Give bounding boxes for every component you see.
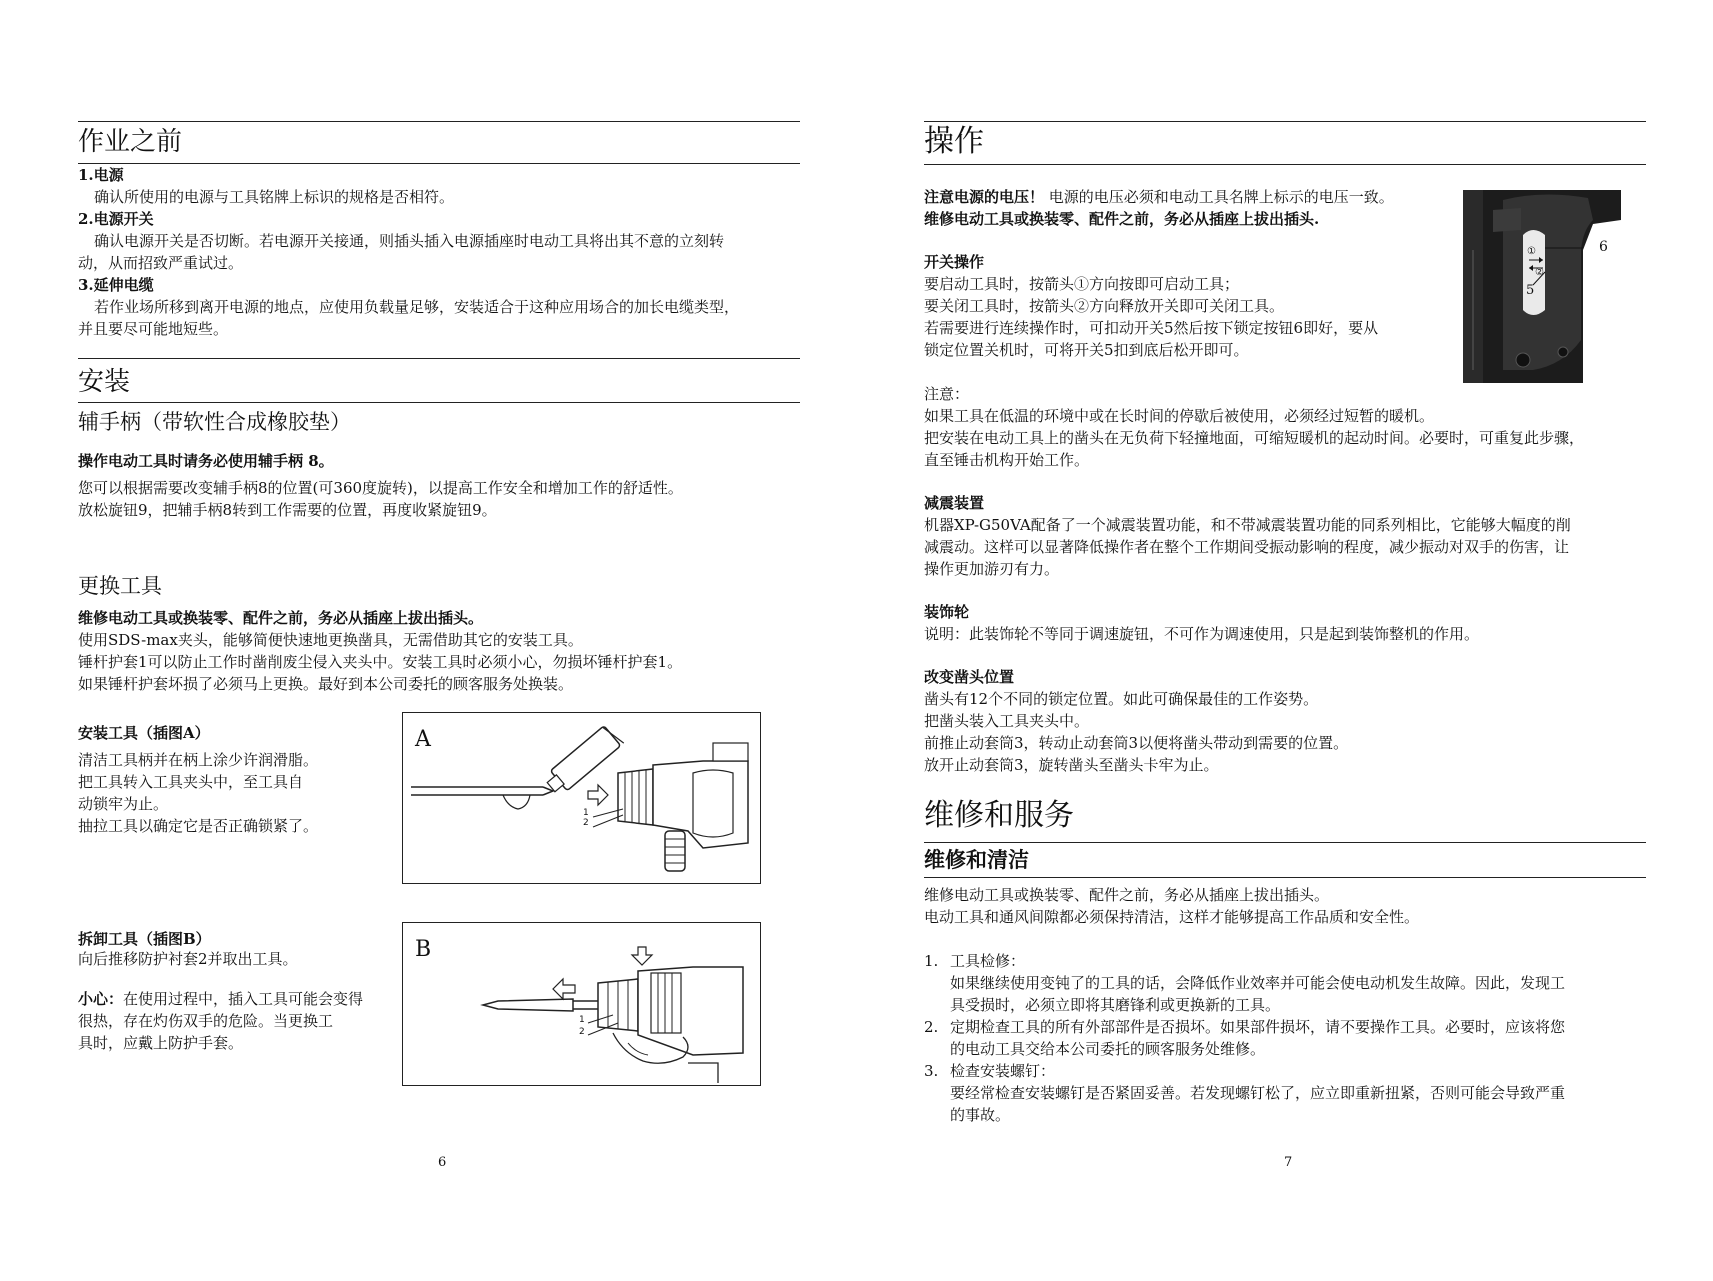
figure-b-callout-1: 1	[579, 1015, 585, 1025]
caution-text: 很热，存在灼伤双手的危险。当更换工	[78, 1012, 334, 1030]
subsection-title-cleaning: 维修和清洁	[924, 847, 1029, 872]
voltage-rest: 电源的电压必须和电动工具名牌上标示的电压一致。	[1044, 188, 1394, 206]
switch-text: 要关闭工具时，按箭头②方向释放开关即可关闭工具。	[924, 297, 1285, 315]
remove-tool-text: 向后推移防护衬套2并取出工具。	[78, 950, 298, 968]
remove-tool-head: 拆卸工具（插图B）	[78, 930, 211, 948]
arrow-2-label: ②	[1535, 267, 1544, 278]
handle-photo	[1463, 190, 1621, 383]
change-tool-warning: 维修电动工具或换装零、配件之前，务必从插座上拔出插头。	[78, 609, 484, 627]
damper-head: 减震装置	[924, 494, 985, 512]
section-title-install: 安装	[78, 367, 131, 397]
item-head: 1.电源	[78, 166, 124, 184]
service-text: 电动工具和通风间隙都必须保持清洁，这样才能够提高工作品质和安全性。	[924, 908, 1420, 926]
handle-text: 您可以根据需要改变辅手柄8的位置(可360度旋转)，以提高工作安全和增加工作的舒适性。	[78, 479, 683, 497]
handle-illustration	[1463, 190, 1621, 383]
section-rule	[924, 164, 1646, 165]
figure-a-callout-2: 2	[583, 818, 589, 828]
figure-b-letter: B	[415, 937, 432, 962]
damper-text: 机器XP-G50VA配备了一个减震装置功能，和不带减震装置功能的同系列相比，它能够大幅度的削	[924, 516, 1571, 534]
item-text: 确认电源开关是否切断。若电源开关接通，则插头插入电源插座时电动工具将出其不意的立刻转	[94, 232, 725, 250]
item-text: 动，从而招致严重试过。	[78, 254, 244, 272]
wheel-text: 说明：此装饰轮不等同于调速旋钮，不可作为调速使用，只是起到装饰整机的作用。	[924, 625, 1480, 643]
install-tool-head: 安装工具（插图A）	[78, 724, 210, 742]
figure-a-illustration	[403, 713, 760, 883]
figure-b-illustration	[403, 923, 760, 1085]
item-head: 2.电源开关	[78, 210, 154, 228]
section-title-service: 维修和服务	[924, 798, 1074, 833]
item-head: 3.延伸电缆	[78, 276, 154, 294]
service-item-text: 具受损时，必须立即将其磨锋利或更换新的工具。	[950, 996, 1281, 1014]
section-rule	[924, 121, 1646, 122]
note-text: 直至锤击机构开始工作。	[924, 451, 1090, 469]
figure-a-letter: A	[415, 727, 431, 752]
figure-a	[402, 712, 761, 884]
service-item-head: 工具检修：	[950, 952, 1026, 970]
item-text: 若作业场所移到离开电源的地点，应使用负载量足够，安装适合于这种应用场合的加长电缆类型，	[94, 298, 740, 316]
service-item-text: 要经常检查安装螺钉是否紧固妥善。若发现螺钉松了，应立即重新扭紧，否则可能会导致严重	[950, 1084, 1566, 1102]
arrow-1-label: ①	[1527, 246, 1536, 257]
subsection-title-change-tool: 更换工具	[78, 574, 162, 598]
note-text: 如果工具在低温的环境中或在长时间的停歇后被使用，必须经过短暂的暖机。	[924, 407, 1435, 425]
damper-text: 操作更加游刃有力。	[924, 560, 1060, 578]
change-tool-text: 如果锤杆护套坏损了必须马上更换。最好到本公司委托的顾客服务处换装。	[78, 675, 574, 693]
section-rule	[78, 121, 800, 122]
change-tool-text: 使用SDS-max夹头，能够简便快速地更换凿具，无需借助其它的安装工具。	[78, 631, 583, 649]
service-item-num: 3.	[924, 1062, 939, 1080]
section-rule	[78, 402, 800, 403]
voltage-bold: 注意电源的电压！	[924, 188, 1045, 206]
service-text: 维修电动工具或换装零、配件之前，务必从插座上拔出插头。	[924, 886, 1330, 904]
service-item-num: 2.	[924, 1018, 939, 1036]
section-rule	[78, 358, 800, 359]
subsection-title-aux-handle: 辅手柄（带软性合成橡胶垫）	[78, 410, 351, 434]
voltage-note	[924, 186, 1394, 208]
install-tool-text: 抽拉工具以确定它是否正确锁紧了。	[78, 817, 319, 835]
left-page	[0, 0, 856, 1281]
switch-text: 锁定位置关机时，可将开关5扣到底后松开即可。	[924, 341, 1249, 359]
section-title-before-work: 作业之前	[78, 127, 183, 157]
section-rule	[924, 842, 1646, 843]
right-page	[856, 0, 1713, 1281]
section-rule	[78, 163, 800, 164]
handle-warning: 操作电动工具时请务必使用辅手柄 8。	[78, 452, 334, 470]
chisel-text: 把凿头装入工具夹头中。	[924, 712, 1090, 730]
chisel-text: 放开止动套筒3，旋转凿头至凿头卡牢为止。	[924, 756, 1219, 774]
section-title-operation: 操作	[924, 124, 984, 159]
install-tool-text: 清洁工具柄并在柄上涂少许润滑脂。	[78, 751, 319, 769]
service-item-num: 1.	[924, 952, 939, 970]
figure-a-callout-1: 1	[583, 808, 589, 818]
service-item-text: 如果继续使用变钝了的工具的话，会降低作业效率并可能会使电动机发生故障。因此，发现工	[950, 974, 1566, 992]
change-tool-text: 锤杆护套1可以防止工作时凿削废尘侵入夹头中。安装工具时必须小心，勿损坏锤杆护套1。	[78, 653, 683, 671]
service-item-text: 的电动工具交给本公司委托的顾客服务处维修。	[950, 1040, 1266, 1058]
label-5: 5	[1526, 283, 1535, 298]
figure-b	[402, 922, 761, 1086]
page-number: 7	[1284, 1155, 1293, 1170]
caution-line-0: 在使用过程中，插入工具可能会变得	[123, 990, 364, 1008]
note-text: 把安装在电动工具上的凿头在无负荷下轻撞地面，可缩短暖机的起动时间。必要时，可重复此步骤，	[924, 429, 1585, 447]
section-rule	[924, 877, 1646, 878]
chisel-text: 前推止动套筒3，转动止动套筒3以便将凿头带动到需要的位置。	[924, 734, 1349, 752]
wheel-head: 装饰轮	[924, 603, 970, 621]
label-6: 6	[1599, 239, 1608, 255]
service-item-head: 定期检查工具的所有外部部件是否损坏。如果部件损坏，请不要操作工具。必要时，应该将您	[950, 1018, 1566, 1036]
item-text: 确认所使用的电源与工具铭牌上标识的规格是否相符。	[94, 188, 455, 206]
handle-text: 放松旋钮9，把辅手柄8转到工作需要的位置，再度收紧旋钮9。	[78, 501, 497, 519]
switch-head: 开关操作	[924, 253, 985, 271]
item-text: 并且要尽可能地短些。	[78, 320, 229, 338]
install-tool-text: 动锁牢为止。	[78, 795, 169, 813]
figure-b-callout-2: 2	[579, 1027, 585, 1037]
operation-warning: 维修电动工具或换装零、配件之前，务必从插座上拔出插头.	[924, 210, 1320, 228]
switch-text: 要启动工具时，按箭头①方向按即可启动工具；	[924, 275, 1240, 293]
chisel-head: 改变凿头位置	[924, 668, 1015, 686]
service-item-head: 检查安装螺钉：	[950, 1062, 1056, 1080]
page-number: 6	[438, 1155, 447, 1170]
switch-text: 若需要进行连续操作时，可扣动开关5然后按下锁定按钮6即好，要从	[924, 319, 1379, 337]
service-item-text: 的事故。	[950, 1106, 1011, 1124]
caution-text: 小心：在使用过程中，插入工具可能会变得	[78, 990, 364, 1008]
damper-text: 减震动。这样可以显著降低操作者在整个工作期间受振动影响的程度，减少振动对双手的伤害，让	[924, 538, 1570, 556]
chisel-text: 凿头有12个不同的锁定位置。如此可确保最佳的工作姿势。	[924, 690, 1319, 708]
install-tool-text: 把工具转入工具夹头中，至工具自	[78, 773, 304, 791]
caution-text: 具时，应戴上防护手套。	[78, 1034, 244, 1052]
note-head: 注意：	[924, 385, 970, 403]
